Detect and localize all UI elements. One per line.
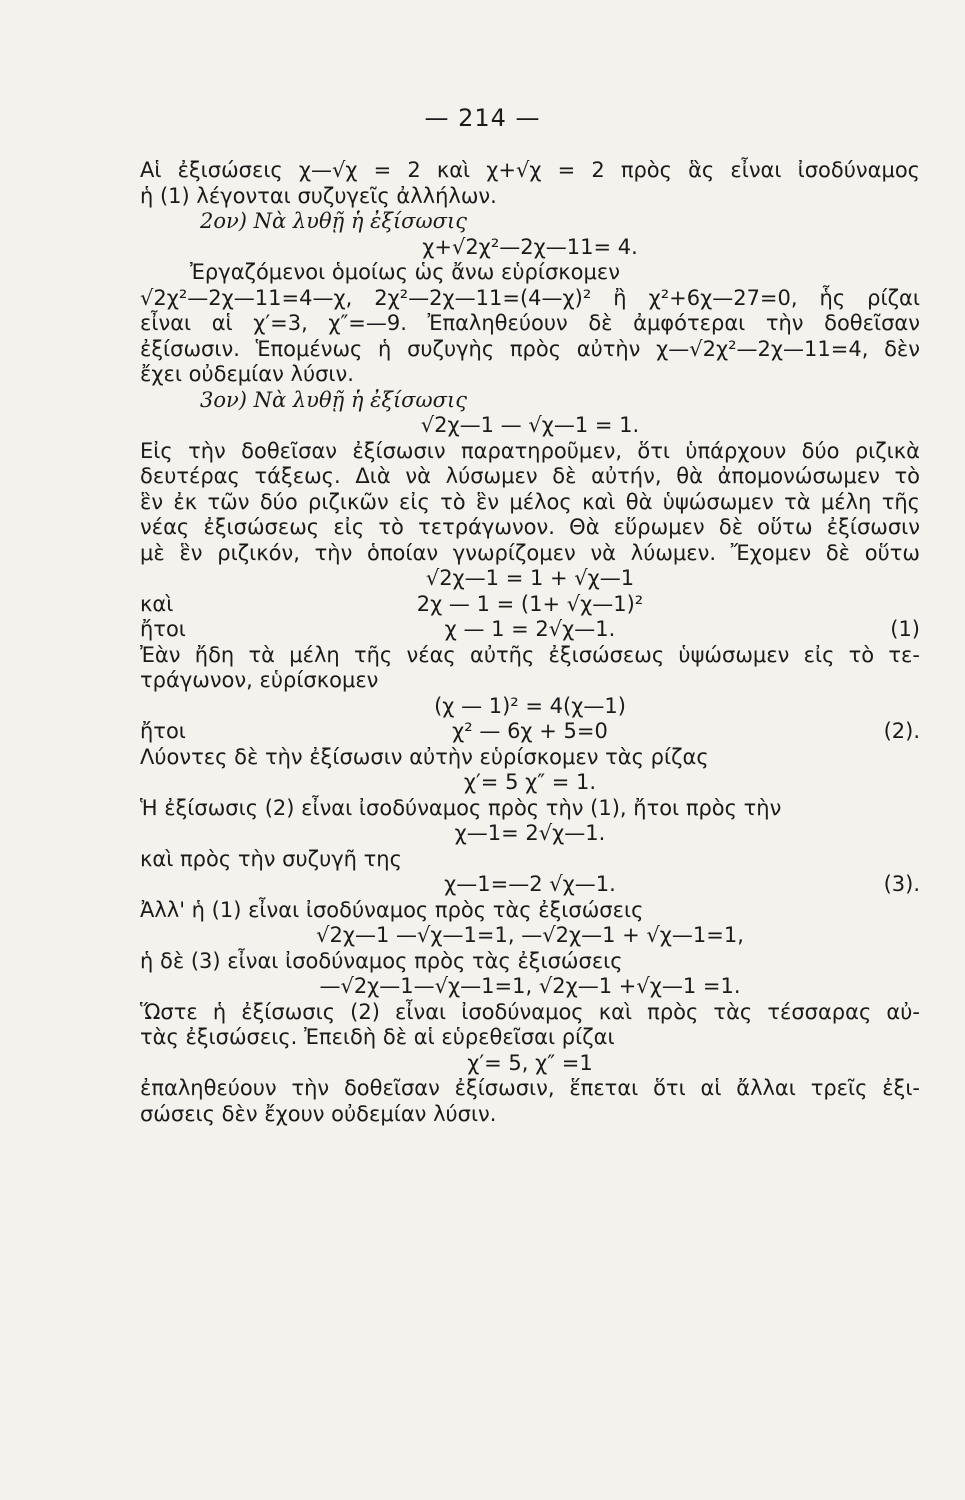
- text-line: ἐξίσωσιν. Ἑπομένως ἡ συζυγὴς πρὸς αὐτὴν χ—√2χ²—2χ—11=4, δὲν: [140, 336, 920, 361]
- text-line: √2χ²—2χ—11=4—χ, 2χ²—2χ—11=(4—χ)² ἢ χ²+6χ—27=0, ἧς ρίζαι: [140, 285, 920, 310]
- text-line: εἶναι αἱ χ′=3, χ″=—9. Ἐπαληθεύουν δὲ ἀμφότεραι τὴν δοθεῖσαν: [140, 311, 920, 335]
- page-number: — 214 —: [424, 104, 541, 132]
- page-body: [140, 158, 920, 1127]
- equation: [140, 821, 920, 847]
- text-line: σώσεις δὲν ἔχουν οὐδεμίαν λύσιν.: [140, 1101, 497, 1126]
- equation: [140, 923, 920, 949]
- equation-body: χ—1= 2√χ—1.: [454, 821, 606, 845]
- equation-label: καὶ: [140, 591, 174, 616]
- equation: [140, 566, 920, 592]
- section-heading: 2ον) Νὰ λυθῇ ἡ ἐξίσωσις: [200, 209, 467, 233]
- text-line: ἐπαληθεύουν τὴν δοθεῖσαν ἐξίσωσιν, ἕπεται ὅτι αἱ ἄλλαι τρεῖς ἐξι-: [140, 1076, 920, 1100]
- text-line: ἓν ἐκ τῶν δύο ριζικῶν εἰς τὸ ἓν μέλος καὶ θὰ ὑψώσωμεν τὰ μέλη τῆς: [140, 489, 920, 514]
- equation: [140, 770, 920, 796]
- equation-body: (χ — 1)² = 4(χ—1): [434, 693, 626, 718]
- text-line: καὶ πρὸς τὴν συζυγῆ της: [140, 846, 402, 871]
- text-line: Ἡ ἐξίσωσις (2) εἶναι ἰσοδύναμος πρὸς τὴν (1), ἤτοι πρὸς τὴν: [140, 795, 782, 820]
- equation-number: (2).: [883, 719, 920, 743]
- equation-body: √2χ—1 = 1 + √χ—1: [425, 566, 635, 590]
- equation-label: ἤτοι: [140, 719, 186, 743]
- text-line: Λύοντες δὲ τὴν ἐξίσωσιν αὐτὴν εὑρίσκομεν τὰς ρίζας: [140, 744, 709, 769]
- equation: [140, 235, 920, 261]
- text-line: μὲ ἓν ριζικόν, τὴν ὁποίαν γνωρίζομεν νὰ λύωμεν. Ἔχομεν δὲ οὕτω: [140, 540, 920, 565]
- text-line: νέας ἐξισώσεως εἰς τὸ τετράγωνον. Θὰ εὕρωμεν δὲ οὕτω ἐξίσωσιν: [140, 515, 920, 539]
- equation: [140, 413, 920, 439]
- equation-body: √2χ—1 —√χ—1=1, —√2χ—1 + √χ—1=1,: [316, 923, 744, 947]
- text-line: Εἰς τὴν δοθεῖσαν ἐξίσωσιν παρατηροῦμεν, ὅτι ὑπάρχουν δύο ριζικὰ: [140, 438, 920, 463]
- equation-body: χ² — 6χ + 5=0: [452, 719, 608, 743]
- text-line: Ἀλλ' ἡ (1) εἶναι ἰσοδύναμος πρὸς τὰς ἐξισώσεις: [140, 897, 644, 922]
- equation-body: 2χ — 1 = (1+ √χ—1)²: [416, 591, 644, 616]
- text-line: ἡ δὲ (3) εἶναι ἰσοδύναμος πρὸς τὰς ἐξισώσεις: [140, 948, 623, 973]
- equation-label: ἤτοι: [140, 617, 186, 641]
- equation-number: (3).: [883, 872, 920, 896]
- equation-body: χ′= 5, χ″ =1: [467, 1050, 593, 1075]
- text-line: δευτέρας τάξεως. Διὰ νὰ λύσωμεν δὲ αὐτήν, θὰ ἀπομονώσωμεν τὸ: [140, 464, 920, 488]
- text-line: Ἐὰν ἤδη τὰ μέλη τῆς νέας αὐτῆς ἐξισώσεως ὑψώσωμεν εἰς τὸ τε-: [140, 642, 920, 667]
- equation-body: χ — 1 = 2√χ—1.: [444, 617, 616, 641]
- text-line: ἡ (1) λέγονται συζυγεῖς ἀλλήλων.: [140, 183, 497, 208]
- text-line: τράγωνον, εὑρίσκομεν: [140, 668, 379, 692]
- text-line: Αἱ ἐξισώσεις χ—√χ = 2 καὶ χ+√χ = 2 πρὸς ἃς εἶναι ἰσοδύναμος: [140, 158, 920, 182]
- text-line: ἔχει οὐδεμίαν λύσιν.: [140, 362, 354, 386]
- equation-body: —√2χ—1—√χ—1=1, √2χ—1 +√χ—1 =1.: [319, 974, 741, 998]
- equation: [140, 694, 920, 720]
- equation: [140, 1051, 920, 1077]
- equation-body: χ—1=—2 √χ—1.: [444, 872, 616, 896]
- section-heading: 3ον) Νὰ λυθῇ ἡ ἐξίσωσις: [200, 387, 467, 412]
- equation: [140, 617, 920, 643]
- equation: [140, 592, 920, 618]
- text-line: τὰς ἐξισώσεις. Ἐπειδὴ δὲ αἱ εὑρεθεῖσαι ρίζαι: [140, 1025, 615, 1049]
- text-line: Ἐργαζόμενοι ὁμοίως ὡς ἄνω εὑρίσκομεν: [190, 260, 620, 284]
- equation-body: χ+√2χ²—2χ—11= 4.: [422, 234, 638, 259]
- text-line: Ὥστε ἡ ἐξίσωσις (2) εἶναι ἰσοδύναμος καὶ πρὸς τὰς τέσσαρας αὐ-: [140, 999, 920, 1024]
- equation: [140, 719, 920, 745]
- equation-body: √2χ—1 — √χ—1 = 1.: [420, 413, 640, 437]
- equation: [140, 974, 920, 1000]
- equation-number: (1): [890, 617, 920, 641]
- equation-body: χ′= 5 χ″ = 1.: [463, 770, 597, 794]
- equation: [140, 872, 920, 898]
